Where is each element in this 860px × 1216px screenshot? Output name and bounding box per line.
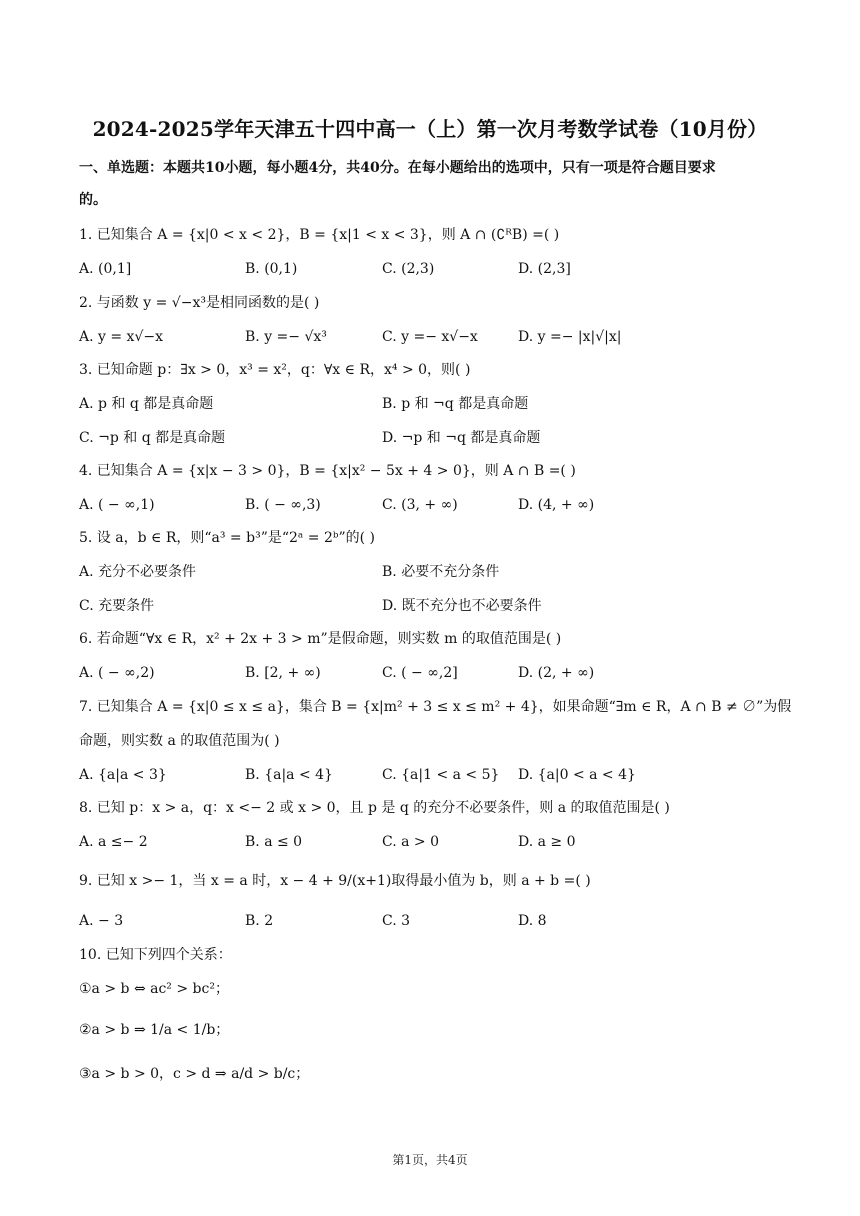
- question-4-stem: 4. 已知集合 A = {x|x − 3 > 0}，B = {x|x² − 5x + 4 > 0}，则 A ∩ B =( ): [79, 463, 576, 479]
- option-b: B. 必要不充分条件: [382, 564, 500, 580]
- option-d: D. 8: [518, 913, 547, 929]
- question-3-options-row-2: [79, 428, 799, 448]
- option-a: A. − 3: [79, 913, 124, 929]
- question-7-stem-continued: 命题，则实数 a 的取值范围为( ): [79, 733, 280, 749]
- option-b: B. [2, + ∞): [245, 665, 321, 681]
- option-b: B. {a|a < 4}: [245, 767, 333, 783]
- option-b: B. a ≤ 0: [245, 834, 303, 850]
- option-d: D. 既不充分也不必要条件: [382, 598, 542, 614]
- section-heading-line-2: 的。: [79, 192, 107, 208]
- question-9-stem: 9. 已知 x >− 1，当 x = a 时，x − 4 + 9/(x+1)取得最小值为 b，则 a + b =( ): [79, 873, 591, 889]
- option-b: B. y =− √x³: [245, 329, 327, 345]
- question-1-stem: 1. 已知集合 A = {x|0 < x < 2}，B = {x|1 < x < 3}，则 A ∩ (∁ᴿB) =( ): [79, 227, 560, 243]
- question-6-stem: 6. 若命题“∀x ∈ R，x² + 2x + 3 > m”是假命题，则实数 m 的取值范围是( ): [79, 631, 562, 647]
- question-5-stem: 5. 设 a，b ∈ R，则“a³ = b³”是“2ᵃ = 2ᵇ”的( ): [79, 530, 375, 546]
- option-c: C. 充要条件: [79, 598, 155, 614]
- option-d: D. y =− |x|√|x|: [518, 329, 622, 345]
- option-d: D. (2, + ∞): [518, 665, 595, 681]
- relation-2: ②a > b ⇒ 1/a < 1/b；: [79, 1022, 230, 1038]
- option-d: D. ¬p 和 ¬q 都是真命题: [382, 430, 541, 446]
- option-c: C. 3: [382, 913, 411, 929]
- option-c: C. y =− x√−x: [382, 329, 478, 345]
- question-2-stem: 2. 与函数 y = √−x³是相同函数的是( ): [79, 295, 320, 311]
- option-a: A. p 和 q 都是真命题: [79, 396, 214, 412]
- question-8-options: [79, 832, 799, 852]
- question-7-stem: 7. 已知集合 A = {x|0 ≤ x ≤ a}，集合 B = {x|m² + 3 ≤ x ≤ m² + 4}，如果命题“∃m ∈ R，A ∩ B ≠ ∅”为假: [79, 699, 792, 715]
- option-a: A. {a|a < 3}: [79, 767, 167, 783]
- question-5-options-row-2: [79, 596, 799, 616]
- option-b: B. (0,1): [245, 261, 298, 277]
- option-c: C. ¬p 和 q 都是真命题: [79, 430, 226, 446]
- relation-1: ①a > b ⇔ ac² > bc²；: [79, 981, 229, 997]
- option-a: A. (0,1]: [79, 261, 132, 277]
- page-footer: 第1页，共4页: [392, 1153, 468, 1167]
- option-b: B. 2: [245, 913, 274, 929]
- option-d: D. (4, + ∞): [518, 497, 595, 513]
- section-heading-line-1: 一、单选题：本题共10小题，每小题4分，共40分。在每小题给出的选项中，只有一项是符合题目要求: [79, 160, 716, 176]
- question-2-options: [79, 327, 799, 347]
- option-b: B. p 和 ¬q 都是真命题: [382, 396, 529, 412]
- question-1-options: [79, 259, 799, 279]
- question-3-options-row-1: [79, 394, 799, 414]
- question-4-options: [79, 495, 799, 515]
- question-3-stem: 3. 已知命题 p：∃x > 0，x³ = x²，q：∀x ∈ R，x⁴ > 0，则( ): [79, 362, 471, 378]
- question-10-stem: 10. 已知下列四个关系：: [79, 947, 232, 963]
- question-9-options: [79, 911, 799, 931]
- option-a: A. a ≤− 2: [79, 834, 148, 850]
- option-a: A. ( − ∞,2): [79, 665, 155, 681]
- option-d: D. a ≥ 0: [518, 834, 576, 850]
- option-a: A. ( − ∞,1): [79, 497, 155, 513]
- option-c: C. ( − ∞,2]: [382, 665, 458, 681]
- option-c: C. (2,3): [382, 261, 435, 277]
- option-b: B. ( − ∞,3): [245, 497, 321, 513]
- question-6-options: [79, 663, 799, 683]
- option-c: C. (3, + ∞): [382, 497, 458, 513]
- relation-3: ③a > b > 0，c > d ⇒ a/d > b/c；: [79, 1066, 310, 1082]
- question-5-options-row-1: [79, 562, 799, 582]
- option-c: C. {a|1 < a < 5}: [382, 767, 500, 783]
- option-c: C. a > 0: [382, 834, 439, 850]
- option-a: A. 充分不必要条件: [79, 564, 197, 580]
- option-d: D. (2,3]: [518, 261, 571, 277]
- page-title: 2024-2025学年天津五十四中高一（上）第一次月考数学试卷（10月份）: [92, 117, 768, 141]
- question-8-stem: 8. 已知 p：x > a，q：x <− 2 或 x > 0，且 p 是 q 的充分不必要条件，则 a 的取值范围是( ): [79, 800, 670, 816]
- option-d: D. {a|0 < a < 4}: [518, 767, 636, 783]
- question-7-options: [79, 765, 799, 785]
- option-a: A. y = x√−x: [79, 329, 163, 345]
